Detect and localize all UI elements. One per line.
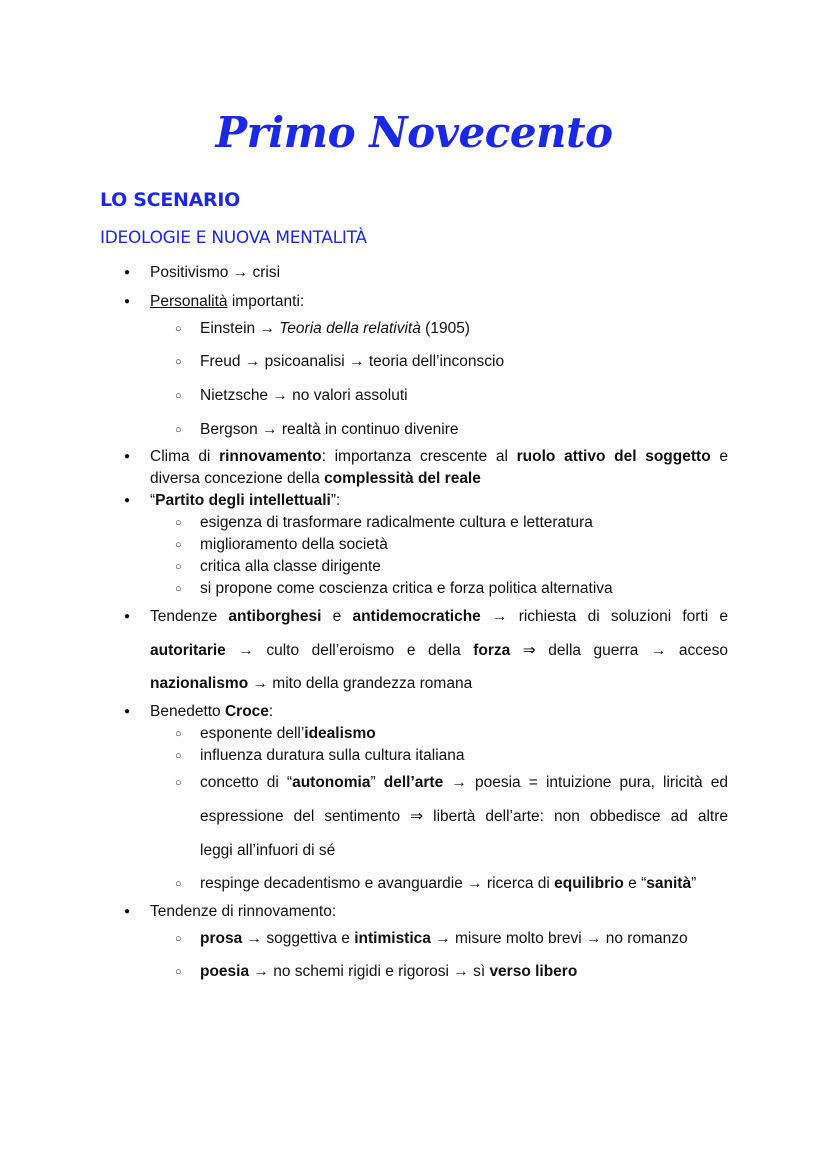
section-heading: LO SCENARIO — [100, 189, 240, 211]
bold-text: sanità — [646, 875, 692, 892]
subsection-heading: IDEOLOGIE E NUOVA MENTALITÀ — [100, 228, 367, 248]
text: e “ — [623, 875, 647, 892]
bold-text: complessità del reale — [324, 470, 481, 487]
bold-text: autonomia — [292, 774, 371, 791]
list-item-croce — [150, 702, 273, 722]
sublist-item-freud: ○ Freud → psicoanalisi → teoria dell’inconscio — [200, 352, 504, 372]
list-item-tendenze-cont — [150, 674, 472, 694]
text: e — [321, 608, 353, 625]
sublist-item-einstein — [200, 319, 470, 339]
list-item-tendenze-cont — [150, 641, 728, 661]
underlined-text: Personalità — [150, 293, 228, 310]
sublist-item-concetto-cont: espressione del sentimento ⇒ libertà dell’arte: non obbedisce ad altre — [200, 808, 728, 825]
bold-text: ruolo attivo del soggetto — [516, 448, 711, 465]
text: → culto dell’eroismo e della — [225, 642, 474, 659]
bold-text: antiborghesi — [228, 608, 322, 625]
sublist-item-poesia — [200, 962, 577, 982]
text: e — [710, 448, 728, 465]
list-item-partito — [150, 491, 340, 511]
bold-text: dell’arte — [383, 774, 444, 791]
text: ” — [691, 875, 697, 892]
bold-text: autoritarie — [150, 642, 226, 659]
list-item-rinnovamento: ● Tendenze di rinnovamento: — [150, 902, 336, 922]
page-title: Primo Novecento — [215, 108, 613, 157]
text: concetto di “ — [200, 774, 293, 791]
text: → mito della grandezza romana — [248, 675, 473, 692]
bold-text: antidemocratiche — [352, 608, 481, 625]
text: Clima di — [150, 448, 220, 465]
text: Tendenze — [150, 608, 229, 625]
sublist-item-concetto — [200, 773, 728, 793]
list-item-personalita — [150, 292, 304, 312]
list-item-tendenze — [150, 607, 728, 627]
text: → poesia = intuizione pura, liricità ed — [443, 774, 728, 791]
bold-text: Partito degli intellettuali — [155, 492, 331, 509]
text: ” — [370, 774, 384, 791]
italic-text: Teoria della relatività — [279, 320, 421, 337]
bold-text: equilibrio — [554, 875, 624, 892]
bold-text: Croce — [224, 703, 269, 720]
bold-text: idealismo — [304, 725, 376, 742]
bold-text: nazionalismo — [150, 675, 249, 692]
bold-text: rinnovamento — [219, 448, 322, 465]
sublist-item-influenza: ○ influenza duratura sulla cultura italiana — [200, 746, 465, 766]
text: (1905) — [420, 320, 470, 337]
sublist-item-bergson: ○ Bergson → realtà in continuo divenire — [200, 420, 458, 440]
text: : importanza crescente al — [321, 448, 517, 465]
list-item-clima — [150, 447, 728, 467]
sublist-item-respinge — [200, 874, 696, 894]
text: : — [268, 703, 274, 720]
bold-text: forza — [473, 642, 511, 659]
sublist-item: ○ miglioramento della società — [200, 535, 388, 555]
sublist-item-nietzsche: ○ Nietzsche → no valori assoluti — [200, 386, 408, 406]
text: → richiesta di soluzioni forti e — [480, 608, 729, 625]
bold-text: intimistica — [354, 930, 431, 947]
list-item-positivismo: ● Positivismo → crisi — [150, 263, 280, 283]
text: esponente dell’ — [200, 725, 305, 742]
text: diversa concezione della — [150, 470, 325, 487]
text: Einstein → — [200, 320, 280, 337]
text: respinge decadentismo e avanguardie → ricerca di — [200, 875, 555, 892]
bold-text: poesia — [200, 963, 250, 980]
sublist-item-prosa — [200, 929, 688, 949]
text: → soggettiva e — [242, 930, 355, 947]
sublist-item: ○ si propone come coscienza critica e forza politica alternativa — [200, 579, 613, 599]
text: ⇒ della guerra → acceso — [510, 642, 728, 659]
sublist-item-esponente — [200, 724, 376, 744]
sublist-item: ○ critica alla classe dirigente — [200, 557, 381, 577]
bold-text: prosa — [200, 930, 243, 947]
sublist-item: ○ esigenza di trasformare radicalmente cultura e letteratura — [200, 513, 593, 533]
list-item-clima-cont — [150, 469, 481, 489]
text: → misure molto brevi → no romanzo — [430, 930, 688, 947]
text: → no schemi rigidi e rigorosi → sì — [249, 963, 490, 980]
text: importanti: — [227, 293, 305, 310]
sublist-item-concetto-cont: leggi all’infuori di sé — [200, 842, 336, 859]
text: “ — [150, 492, 156, 509]
text: Benedetto — [150, 703, 225, 720]
bold-text: verso libero — [489, 963, 578, 980]
text: ”: — [330, 492, 341, 509]
